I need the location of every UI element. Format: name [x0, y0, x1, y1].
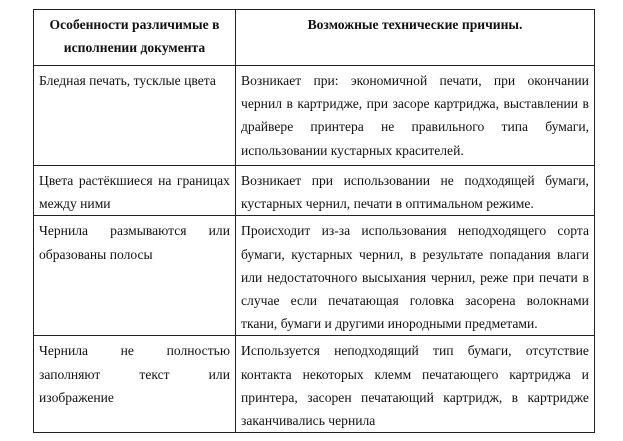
feature-cell: [34, 166, 236, 216]
header-features: [34, 10, 236, 66]
cell-line: бумаги, кустарных чернил, в результате попадания влаги: [241, 246, 589, 262]
cause-cell: [236, 166, 595, 216]
table-row: [34, 336, 595, 433]
table-header-row: [34, 10, 595, 66]
cause-cell: [236, 216, 595, 336]
header-text: исполнении документа: [63, 40, 206, 56]
cell-line: случае если печатающая головка засорена волокнами: [241, 293, 589, 309]
feature-cell: [34, 216, 236, 336]
cell-line: Чернила размываются или: [39, 223, 230, 239]
header-text: Особенности различимые в: [49, 17, 220, 32]
table-row: [34, 166, 595, 216]
cell-line: Возникает при использовании не подходящей бумаги,: [241, 173, 589, 188]
cell-line: ткани, бумаги и другими инородными предметами.: [241, 316, 538, 332]
cell-line: Возникает при: экономичной печати, при окончании: [241, 73, 589, 88]
feature-cell: [34, 336, 236, 433]
cell-line: Используется неподходящий тип бумаги, отсутствие: [241, 343, 589, 359]
table-row: [34, 66, 595, 166]
cell-line: изображение: [39, 389, 114, 405]
cell-line: драйвере принтера не правильного типа бумаги,: [241, 119, 589, 135]
cell-line: образованы полосы: [39, 246, 153, 262]
cell-line: Чернила не полностью: [39, 343, 230, 359]
cell-line: Цвета растёкшиеся на границах: [39, 173, 230, 188]
cell-line: принтера, засорен печатающий картридж, в картридже: [241, 389, 589, 405]
cell-line: Бледная печать, тусклые цвета: [39, 73, 216, 88]
header-causes: [236, 10, 595, 66]
cell-line: заполняют текст или: [39, 366, 230, 382]
cell-line: чернил в картридже, при засоре картриджа, выставлении в: [241, 96, 589, 112]
cell-line: контакта некоторых клемм печатающего картриджа и: [241, 366, 589, 382]
cell-line: заканчивались чернила: [241, 413, 376, 429]
cause-cell: [236, 66, 595, 166]
header-text: Возможные технические причины.: [307, 17, 523, 32]
table-row: [34, 216, 595, 336]
feature-cell: [34, 66, 236, 166]
cause-cell: [236, 336, 595, 433]
cell-line: использовании кустарных красителей.: [241, 142, 464, 158]
cell-line: Происходит из-за использования неподходящего сорта: [241, 223, 589, 239]
cell-line: между ними: [39, 196, 111, 212]
cell-line: кустарных чернил, печати в оптимальном режиме.: [241, 196, 534, 212]
cell-line: или недостаточного высыхания чернил, реже при печати в: [241, 269, 589, 285]
print-defects-table: [33, 9, 595, 433]
